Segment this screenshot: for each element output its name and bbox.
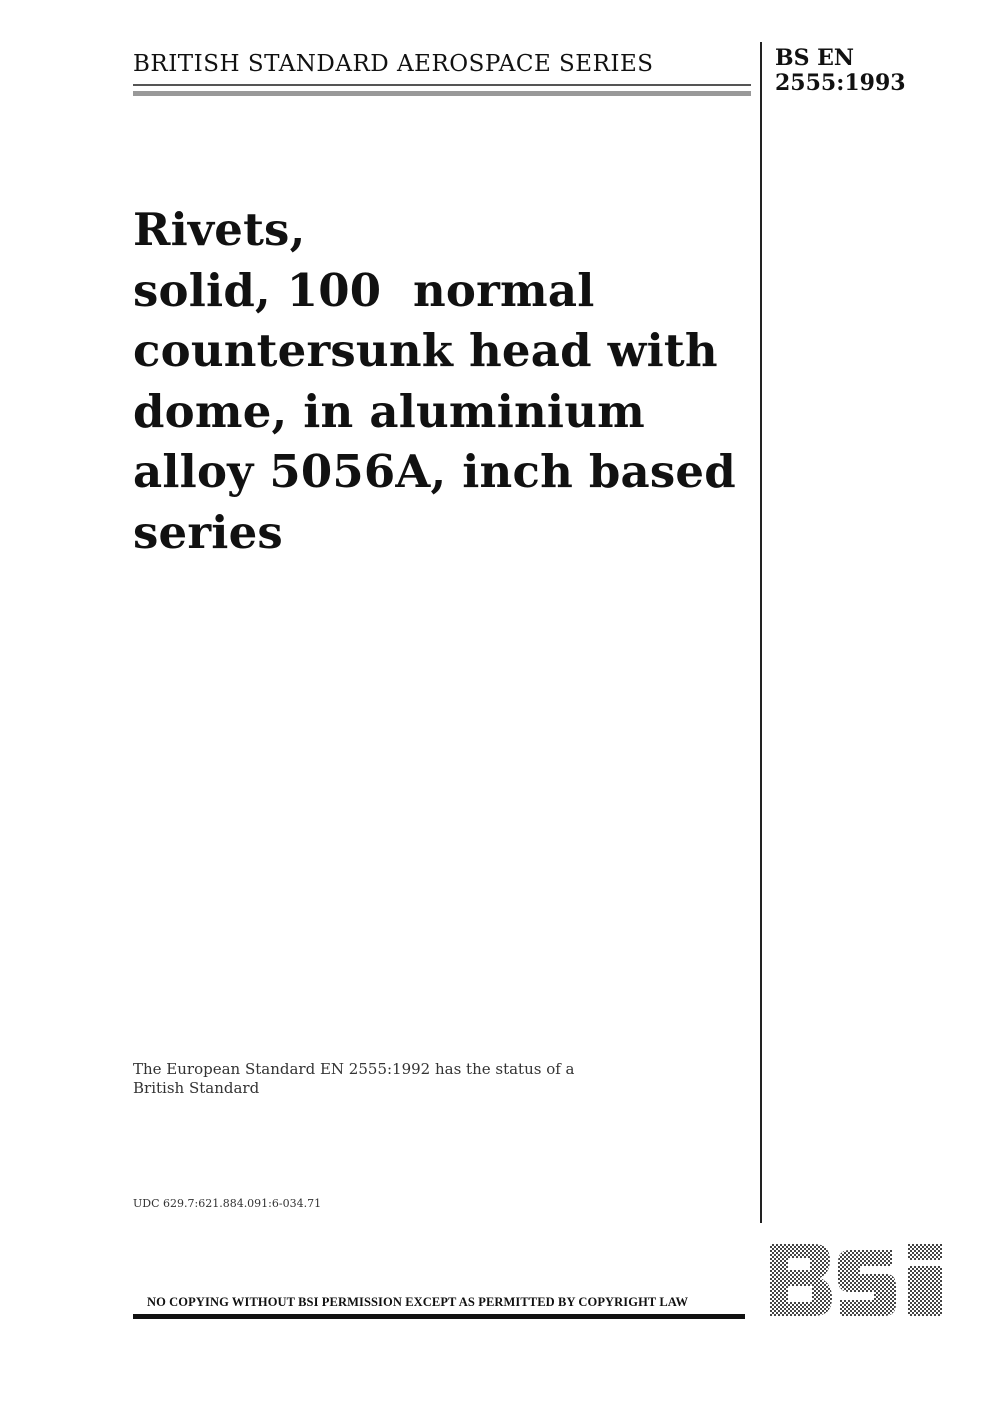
standard-number	[775, 46, 906, 96]
status-note	[133, 1060, 603, 1098]
title-line: countersunk head with	[133, 324, 718, 377]
vertical-divider	[760, 42, 762, 1223]
bsi-logo-icon	[768, 1240, 946, 1320]
standard-number-line2: 2555:1993	[775, 70, 906, 96]
title-line: dome, in aluminium	[133, 384, 645, 438]
status-note-line1: The European Standard EN 2555:1992 has the status of a	[133, 1060, 575, 1078]
document-title	[133, 200, 748, 563]
udc-code: UDC 629.7:621.884.091:6-034.71	[133, 1197, 322, 1210]
header-rule-thick	[133, 91, 751, 96]
title-line: alloy 5056A, inch based	[133, 445, 736, 498]
title-line: Rivets,	[133, 203, 306, 256]
standard-number-line1: BS EN	[775, 45, 855, 71]
status-note-line2: British Standard	[133, 1079, 260, 1097]
footer-rule	[133, 1314, 745, 1319]
title-line: series	[133, 505, 283, 559]
series-title: BRITISH STANDARD AEROSPACE SERIES	[133, 51, 654, 77]
bsi-logo	[768, 1240, 946, 1320]
title-line: solid, 100 normal	[133, 263, 595, 317]
header-rule-thin	[133, 84, 751, 86]
copyright-notice: NO COPYING WITHOUT BSI PERMISSION EXCEPT AS PERMITTED BY COPYRIGHT LAW	[147, 1295, 689, 1309]
